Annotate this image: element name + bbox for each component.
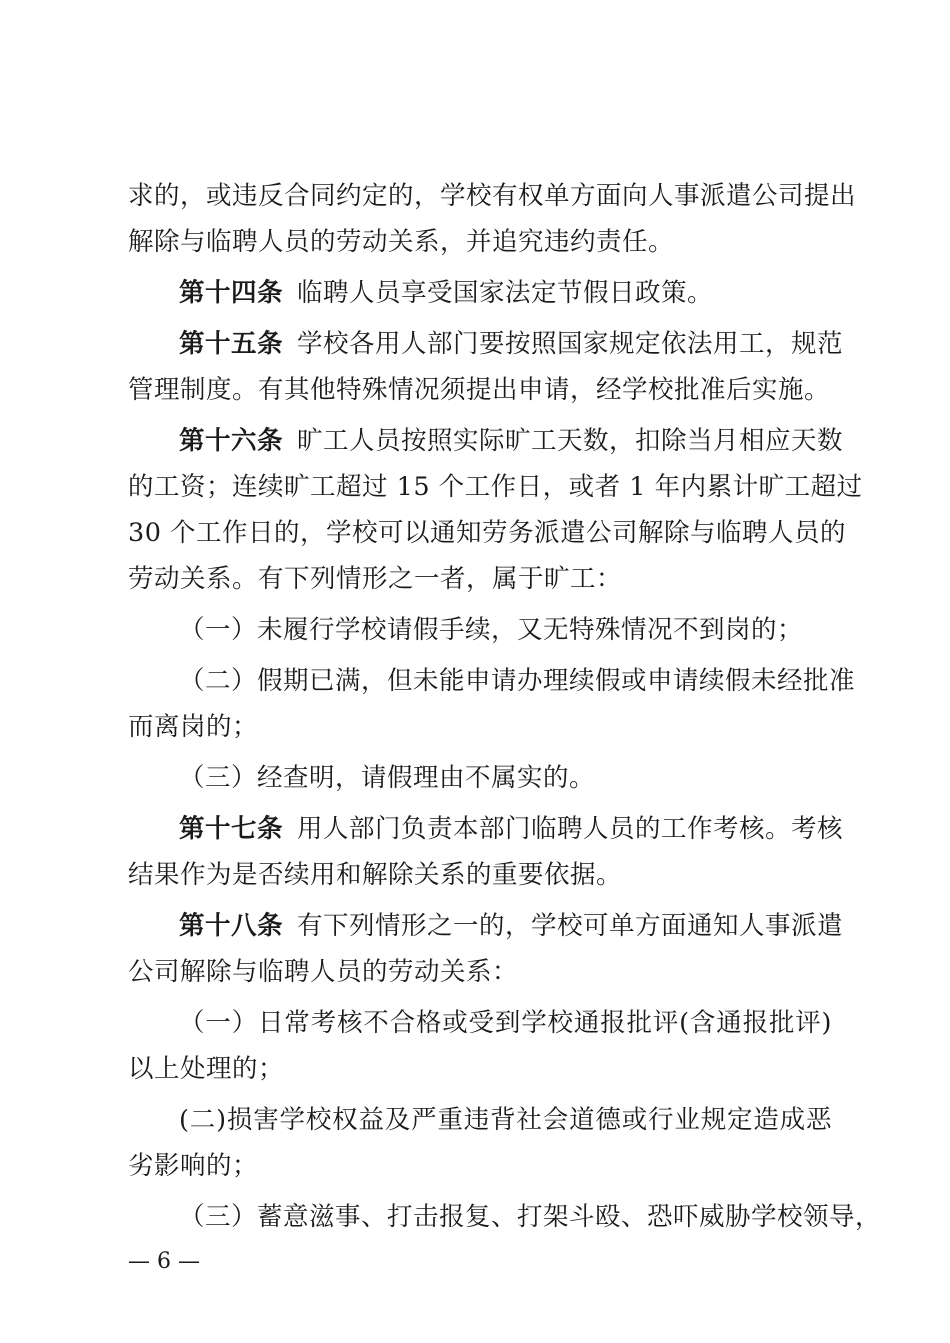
text-line: 以上处理的； <box>128 1054 285 1084</box>
article-text: 临聘人员享受国家法定节假日政策。 <box>297 278 714 308</box>
text-line: 求的，或违反合同约定的，学校有权单方面向人事派遣公司提出 <box>128 181 857 211</box>
article-heading: 第十六条 <box>179 426 284 456</box>
article-17 <box>128 806 844 852</box>
text-line: 而离岗的； <box>128 712 259 742</box>
text-line: 公司解除与临聘人员的劳动关系： <box>128 957 519 987</box>
article-heading: 第十八条 <box>179 911 284 941</box>
article-text: 用人部门负责本部门临聘人员的工作考核。考核 <box>297 814 844 844</box>
article-14 <box>128 270 832 316</box>
document-body <box>128 173 882 1240</box>
list-item: （二）假期已满，但未能申请办理续假或申请续假未经批准 <box>179 666 856 696</box>
text-line: 30 个工作日的，学校可以通知劳务派遣公司解除与临聘人员的 <box>128 518 847 548</box>
text-line: 解除与临聘人员的劳动关系，并追究违约责任。 <box>128 227 675 257</box>
list-item: （一）未履行学校请假手续，又无特殊情况不到岗的； <box>179 615 804 645</box>
text-line: 结果作为是否续用和解除关系的重要依据。 <box>128 860 623 890</box>
article-heading: 第十四条 <box>179 278 284 308</box>
article-18 <box>128 903 844 949</box>
list-item: （三）经查明，请假理由不属实的。 <box>179 763 596 793</box>
list-item: （一）日常考核不合格或受到学校通报批评(含通报批评) <box>179 1008 832 1038</box>
page-number: — 6 — <box>128 1249 200 1274</box>
article-text: 学校各用人部门要按照国家规定依法用工，规范 <box>297 329 844 359</box>
article-16 <box>128 418 844 464</box>
list-item: (二)损害学校权益及严重违背社会道德或行业规定造成恶 <box>179 1105 832 1135</box>
article-15 <box>128 321 844 367</box>
article-heading: 第十七条 <box>179 814 284 844</box>
text-line: 管理制度。有其他特殊情况须提出申请，经学校批准后实施。 <box>128 375 831 405</box>
text-line: 劳动关系。有下列情形之一者，属于旷工： <box>128 564 623 594</box>
text-line: 劣影响的； <box>128 1151 259 1181</box>
article-text: 有下列情形之一的，学校可单方面通知人事派遣 <box>297 911 844 941</box>
text-line: 的工资；连续旷工超过 15 个工作日，或者 1 年内累计旷工超过 <box>128 472 863 502</box>
list-item: （三）蓄意滋事、打击报复、打架斗殴、恐吓威胁学校领导， <box>179 1202 882 1232</box>
article-heading: 第十五条 <box>179 329 284 359</box>
article-text: 旷工人员按照实际旷工天数，扣除当月相应天数 <box>297 426 844 456</box>
